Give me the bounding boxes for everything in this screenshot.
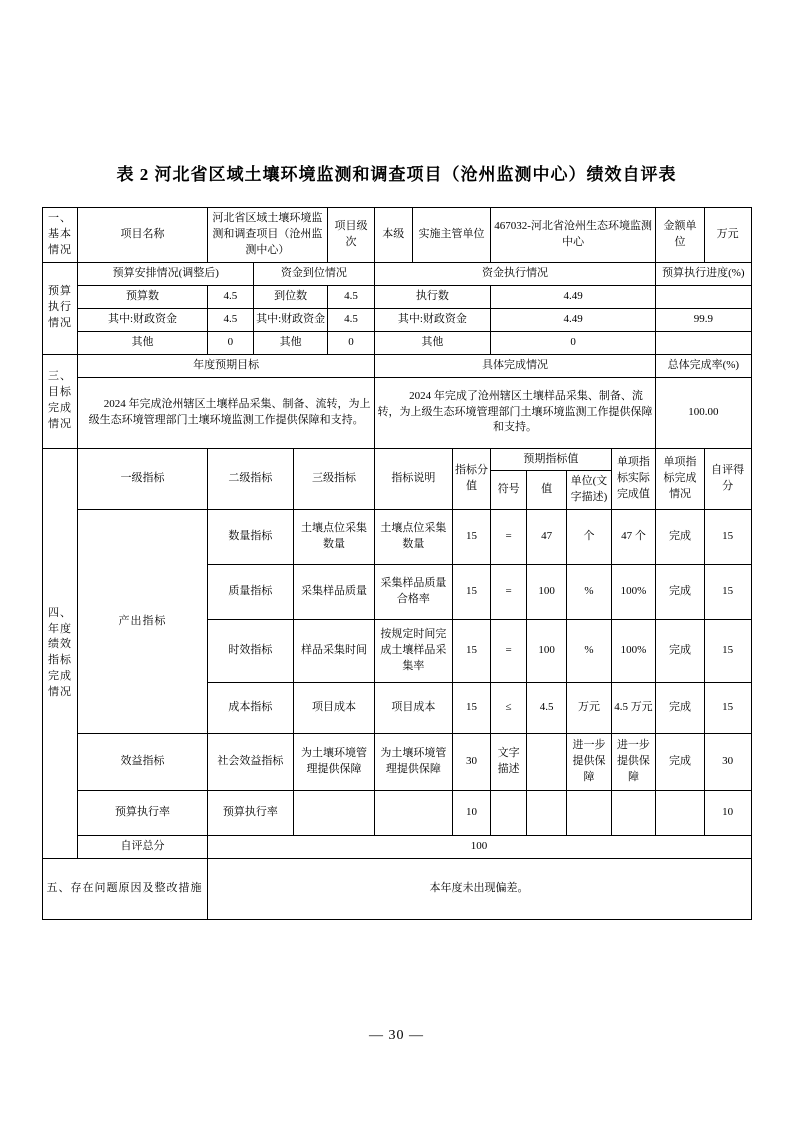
budget-value: 4.5 [207, 285, 254, 308]
indicator-symbol: = [491, 510, 527, 565]
benefit-score: 30 [453, 734, 491, 791]
header-unit: 单位(文字描述) [567, 471, 611, 510]
benefit-self-score: 30 [704, 734, 751, 791]
col-funds-execution: 资金执行情况 [374, 262, 655, 285]
budget-exec-actual [611, 791, 655, 836]
progress-value-empty [656, 331, 751, 354]
table-row [42, 448, 751, 471]
budget-label: 预算数 [78, 285, 207, 308]
indicator-score: 15 [453, 683, 491, 734]
indicator-self-score: 15 [704, 683, 751, 734]
header-symbol: 符号 [491, 471, 527, 510]
progress-value: 99.9 [656, 308, 751, 331]
indicator-status: 完成 [656, 510, 705, 565]
funds-label: 到位数 [254, 285, 328, 308]
header-level3: 三级指标 [294, 448, 374, 510]
project-level-value: 本级 [374, 208, 412, 263]
benefit-level2: 社会效益指标 [207, 734, 294, 791]
indicator-desc: 土壤点位采集数量 [374, 510, 452, 565]
page-number: — 30 — [369, 1028, 424, 1043]
section5-text: 本年度未出现偏差。 [207, 859, 751, 920]
project-name-value: 河北省区域土壤环境监测和调查项目（沧州监测中心） [207, 208, 328, 263]
budget-exec-self-score: 10 [704, 791, 751, 836]
table-row [42, 859, 751, 920]
table-row [42, 836, 751, 859]
page-title: 表 2 河北省区域土壤环境监测和调查项目（沧州监测中心）绩效自评表 [116, 165, 677, 184]
header-actual: 单项指标实际完成值 [611, 448, 655, 510]
funds-value: 4.5 [328, 285, 375, 308]
table-row [42, 734, 751, 791]
funds-label: 其他 [254, 331, 328, 354]
header-status: 单项指标完成情况 [656, 448, 705, 510]
budget-exec-score: 10 [453, 791, 491, 836]
budget-label: 其中:财政资金 [78, 308, 207, 331]
output-indicator-label: 产出指标 [78, 510, 207, 734]
indicator-level2: 质量指标 [207, 565, 294, 620]
indicator-actual: 47 个 [611, 510, 655, 565]
funds-value: 0 [328, 331, 375, 354]
benefit-symbol: 文字描述 [491, 734, 527, 791]
annual-target-text: 2024 年完成沧州辖区土壤样品采集、制备、流转，为上级生态环境管理部门土壤环境监测工作提供保障和支持。 [78, 377, 374, 448]
overall-rate-value: 100.00 [656, 377, 751, 448]
indicator-unit: 万元 [567, 683, 611, 734]
col-overall-rate: 总体完成率(%) [656, 354, 751, 377]
section1-label: 一、基本情况 [42, 208, 78, 263]
total-label: 自评总分 [78, 836, 207, 859]
table-row [42, 331, 751, 354]
header-self-score: 自评得分 [704, 448, 751, 510]
budget-exec-desc [374, 791, 452, 836]
table-row [42, 510, 751, 565]
table-row [42, 791, 751, 836]
indicator-symbol: ≤ [491, 683, 527, 734]
indicator-desc: 项目成本 [374, 683, 452, 734]
indicator-symbol: = [491, 565, 527, 620]
benefit-unit: 进一步提供保障 [567, 734, 611, 791]
implementing-unit-label: 实施主管单位 [412, 208, 490, 263]
benefit-level3: 为土壤环境管理提供保障 [294, 734, 374, 791]
indicator-actual: 100% [611, 565, 655, 620]
section5-label: 五、存在问题原因及整改措施 [42, 859, 207, 920]
budget-label: 其他 [78, 331, 207, 354]
header-value: 值 [527, 471, 567, 510]
actual-completion-text: 2024 年完成了沧州辖区土壤样品采集、制备、流转，为上级生态环境管理部门土壤环境监测工作提供保障和支持。 [374, 377, 655, 448]
indicator-self-score: 15 [704, 565, 751, 620]
table-row [42, 262, 751, 285]
project-level-label: 项目级次 [328, 208, 375, 263]
benefit-indicator-label: 效益指标 [78, 734, 207, 791]
indicator-score: 15 [453, 510, 491, 565]
exec-label: 其他 [374, 331, 490, 354]
table-row [42, 308, 751, 331]
indicator-level2: 成本指标 [207, 683, 294, 734]
table-row [42, 285, 751, 308]
section4-label: 四、年度绩效指标完成情况 [42, 448, 78, 859]
budget-exec-value [527, 791, 567, 836]
table-row [42, 354, 751, 377]
table-row [42, 377, 751, 448]
header-desc: 指标说明 [374, 448, 452, 510]
funds-value: 4.5 [328, 308, 375, 331]
header-level2: 二级指标 [207, 448, 294, 510]
implementing-unit-value: 467032-河北省沧州生态环境监测中心 [491, 208, 656, 263]
budget-exec-symbol [491, 791, 527, 836]
budget-exec-unit [567, 791, 611, 836]
indicator-value: 4.5 [527, 683, 567, 734]
indicator-self-score: 15 [704, 510, 751, 565]
budget-exec-status [656, 791, 705, 836]
col-funds-arrival: 资金到位情况 [254, 262, 375, 285]
col-annual-target: 年度预期目标 [78, 354, 374, 377]
indicator-value: 47 [527, 510, 567, 565]
indicator-status: 完成 [656, 565, 705, 620]
header-score: 指标分值 [453, 448, 491, 510]
indicator-unit: % [567, 620, 611, 683]
amount-unit-value: 万元 [704, 208, 751, 263]
table-row [42, 208, 751, 263]
budget-exec-level1: 预算执行率 [78, 791, 207, 836]
budget-value: 4.5 [207, 308, 254, 331]
header-level1: 一级指标 [78, 448, 207, 510]
indicator-value: 100 [527, 565, 567, 620]
indicator-actual: 4.5 万元 [611, 683, 655, 734]
indicator-level3: 采集样品质量 [294, 565, 374, 620]
col-budget-arrangement: 预算安排情况(调整后) [78, 262, 254, 285]
col-budget-progress: 预算执行进度(%) [656, 262, 751, 285]
indicator-level2: 数量指标 [207, 510, 294, 565]
indicator-level3: 土壤点位采集数量 [294, 510, 374, 565]
indicator-value: 100 [527, 620, 567, 683]
indicator-unit: % [567, 565, 611, 620]
total-value: 100 [207, 836, 751, 859]
exec-value: 4.49 [491, 285, 656, 308]
col-actual-completion: 具体完成情况 [374, 354, 655, 377]
project-name-label: 项目名称 [78, 208, 207, 263]
benefit-status: 完成 [656, 734, 705, 791]
funds-label: 其中:财政资金 [254, 308, 328, 331]
exec-label: 其中:财政资金 [374, 308, 490, 331]
indicator-unit: 个 [567, 510, 611, 565]
exec-value: 0 [491, 331, 656, 354]
indicator-symbol: = [491, 620, 527, 683]
indicator-level3: 样品采集时间 [294, 620, 374, 683]
indicator-actual: 100% [611, 620, 655, 683]
indicator-desc: 采集样品质量合格率 [374, 565, 452, 620]
benefit-actual: 进一步提供保障 [611, 734, 655, 791]
indicator-score: 15 [453, 620, 491, 683]
exec-label: 执行数 [374, 285, 490, 308]
section2-label: 预算执行情况 [42, 262, 78, 354]
indicator-self-score: 15 [704, 620, 751, 683]
indicator-level2: 时效指标 [207, 620, 294, 683]
indicator-status: 完成 [656, 683, 705, 734]
exec-value: 4.49 [491, 308, 656, 331]
performance-self-evaluation-table [42, 207, 752, 920]
benefit-desc: 为土壤环境管理提供保障 [374, 734, 452, 791]
indicator-desc: 按规定时间完成土壤样品采集率 [374, 620, 452, 683]
benefit-value [527, 734, 567, 791]
indicator-level3: 项目成本 [294, 683, 374, 734]
budget-value: 0 [207, 331, 254, 354]
section3-label: 三、目标完成情况 [42, 354, 78, 448]
header-expected: 预期指标值 [491, 448, 612, 471]
budget-exec-level2: 预算执行率 [207, 791, 294, 836]
budget-exec-level3 [294, 791, 374, 836]
indicator-status: 完成 [656, 620, 705, 683]
amount-unit-label: 金额单位 [656, 208, 705, 263]
progress-value-empty [656, 285, 751, 308]
indicator-score: 15 [453, 565, 491, 620]
